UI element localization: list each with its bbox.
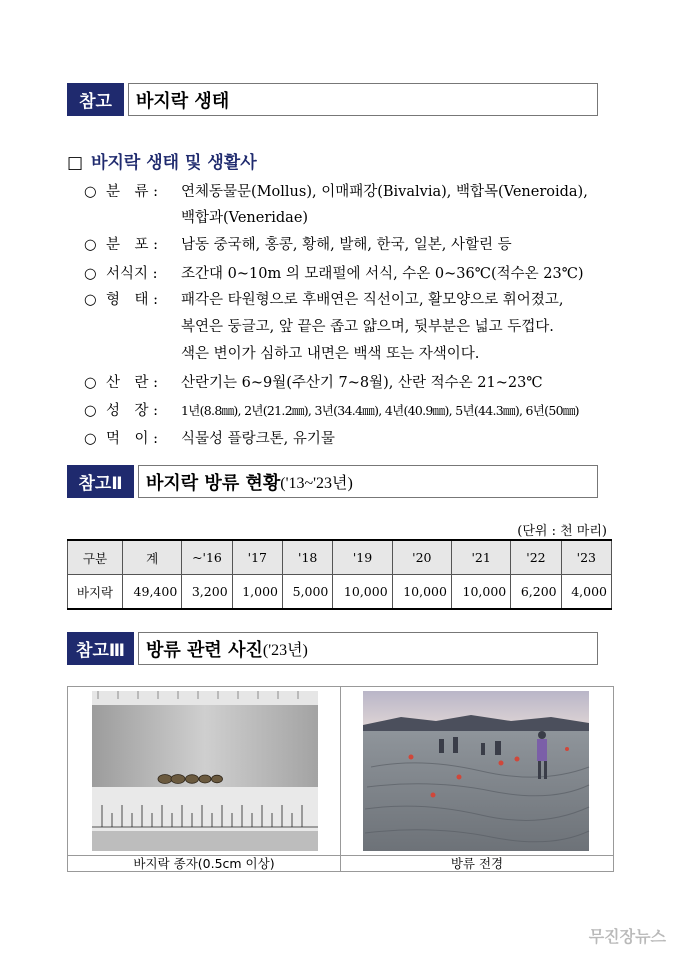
table-cell: 3,200: [182, 575, 232, 610]
table-header-cell: '18: [283, 540, 333, 575]
item-text: 백합과(Veneridae): [181, 210, 309, 226]
table-header-cell: 계: [123, 540, 182, 575]
photo-caption-right: 방류 전경: [341, 855, 613, 872]
table-cell: 5,000: [283, 575, 333, 610]
table-cell: 바지락: [68, 575, 123, 610]
clam-seed-image: [68, 687, 340, 855]
table-header-cell: '21: [451, 540, 510, 575]
item-habitat: [84, 260, 172, 288]
table-cell: 1,000: [232, 575, 282, 610]
watermark-logo: 무진장뉴스: [588, 927, 666, 946]
item-text: 색은 변이가 심하고 내면은 백색 또는 자색이다.: [181, 346, 480, 362]
table-row: [68, 575, 612, 610]
table-unit-label: (단위 : 천 마리): [517, 524, 607, 539]
table-header-cell: '23: [561, 540, 611, 575]
subheading: [67, 148, 257, 173]
item-text: 식물성 플랑크톤, 유기물: [181, 431, 335, 447]
release-table: [67, 539, 612, 610]
checkbox-bullet-icon: □: [67, 153, 84, 173]
section-title-text: 바지락 생태: [136, 90, 230, 112]
table-header-cell: '22: [511, 540, 561, 575]
item-distribution: [84, 231, 172, 259]
item-text: 연체동물문(Mollus), 이매패강(Bivalvia), 백합목(Veneroida),: [181, 184, 588, 200]
release-scene-image: [341, 687, 613, 855]
circle-bullet-icon: ○: [84, 403, 97, 419]
item-text: 남동 중국해, 홍콩, 황해, 발해, 한국, 일본, 사할린 등: [181, 237, 512, 253]
table-header-cell: ~'16: [182, 540, 232, 575]
section-title: [138, 632, 598, 665]
table-header-row: [68, 540, 612, 575]
table-cell: 10,000: [451, 575, 510, 610]
item-label: 먹 이 :: [106, 431, 159, 447]
section-tag: 참고Ⅱ: [67, 465, 134, 498]
circle-bullet-icon: ○: [84, 292, 97, 308]
release-scene-photo: [341, 687, 613, 855]
section-tag: 참고: [67, 83, 124, 116]
item-spawning: [84, 369, 172, 397]
item-food: [84, 425, 172, 453]
item-label: 서식지 :: [106, 266, 158, 282]
circle-bullet-icon: ○: [84, 375, 97, 391]
subheading-text: 바지락 생태 및 생활사: [91, 153, 257, 173]
section-header-photos: [67, 632, 598, 665]
item-label: 분 포 :: [106, 237, 159, 253]
item-morphology: [84, 286, 172, 314]
section-tag: 참고Ⅲ: [67, 632, 134, 665]
section-title-suffix: ('13~'23년): [280, 475, 353, 492]
item-label: 성 장 :: [106, 403, 159, 419]
circle-bullet-icon: ○: [84, 237, 97, 253]
table-cell: 10,000: [392, 575, 451, 610]
circle-bullet-icon: ○: [84, 184, 97, 200]
table-header-cell: '20: [392, 540, 451, 575]
section-title: [138, 465, 598, 498]
table-header-cell: '19: [333, 540, 392, 575]
section-title-suffix: ('23년): [262, 642, 308, 659]
section-title: [128, 83, 598, 116]
item-text: 복연은 둥글고, 앞 끝은 좁고 얇으며, 뒷부분은 넓고 두껍다.: [181, 319, 554, 335]
table-cell: 10,000: [333, 575, 392, 610]
item-text: 패각은 타원형으로 후배연은 직선이고, 활모양으로 휘어졌고,: [181, 292, 564, 308]
section-header-release: [67, 465, 598, 498]
table-cell: 4,000: [561, 575, 611, 610]
circle-bullet-icon: ○: [84, 431, 97, 447]
section-header-ecology: [67, 83, 598, 116]
item-text: 산란기는 6~9월(주산기 7~8월), 산란 적수온 21~23℃: [181, 375, 543, 391]
item-label: 산 란 :: [106, 375, 159, 391]
table-header-cell: 구분: [68, 540, 123, 575]
photo-caption-left: 바지락 종자(0.5cm 이상): [68, 855, 341, 872]
table-cell: 6,200: [511, 575, 561, 610]
item-classification: [84, 178, 172, 206]
table-header-cell: '17: [232, 540, 282, 575]
item-growth: [84, 397, 172, 425]
section-title-text: 바지락 방류 현황: [146, 472, 281, 494]
item-text: 1년(8.8㎜), 2년(21.2㎜), 3년(34.4㎜), 4년(40.9㎜), 5년(44.3㎜), 6년(50㎜): [181, 403, 579, 418]
item-text: 조간대 0~10m 의 모래펄에 서식, 수온 0~36℃(적수온 23℃): [181, 266, 584, 282]
item-label: 형 태 :: [106, 292, 159, 308]
table-cell: 49,400: [123, 575, 182, 610]
photo-table: [67, 686, 614, 872]
clam-seed-photo: [68, 687, 341, 855]
item-label: 분 류 :: [106, 184, 159, 200]
circle-bullet-icon: ○: [84, 266, 97, 282]
section-title-text: 방류 관련 사진: [146, 639, 263, 661]
